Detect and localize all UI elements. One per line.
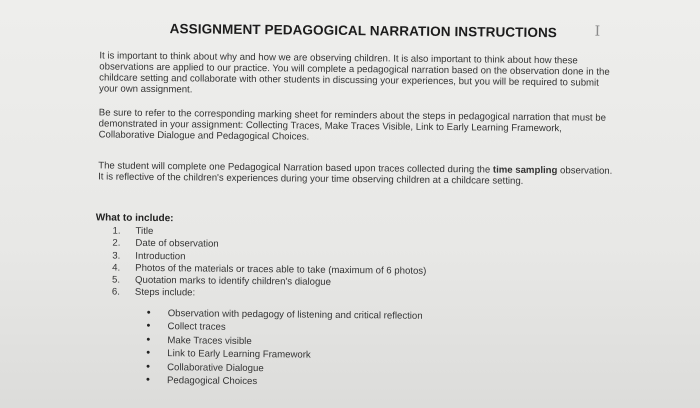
list-text: Title [135, 225, 154, 237]
list-number: 1. [112, 225, 121, 237]
text-cursor-icon: I [594, 23, 601, 40]
p3-bold-text: time sampling [492, 164, 558, 177]
page-title: ASSIGNMENT PEDAGOGICAL NARRATION INSTRUCTIONS [169, 21, 558, 41]
time-sampling-paragraph [98, 160, 618, 187]
what-to-include-heading: What to include: [95, 212, 174, 225]
list-number: 5. [112, 274, 121, 286]
document-sheet [56, 0, 680, 408]
list-text: Steps include: [134, 287, 196, 299]
list-number: 3. [112, 250, 121, 262]
bullet-item: • Collect traces [147, 320, 423, 336]
bullet-item: • Observation with pedagogy of listening and critical reflection [147, 307, 423, 323]
list-text: Photos of the materials or traces able to take (maximum of 6 photos) [135, 262, 427, 277]
p3-text-before: The student will complete one Pedagogical Narration based upon traces collected during the [98, 160, 493, 176]
bullet-item: • Make Traces visible [146, 334, 422, 350]
steps-list [146, 307, 423, 390]
list-text: Introduction [135, 250, 186, 262]
list-item [95, 287, 426, 303]
bullet-item: • Link to Early Learning Framework [146, 347, 422, 363]
list-number: 6. [111, 287, 121, 299]
intro-paragraph: It is important to think about why and how we are observing children. It is also important to think about how these observations are applied to our practice. You will complete a pedagogical narration based on the observation done in the childcare setting and collaborate with other students in discussing your experiences, but you will be required to submit your own assignment. [99, 50, 610, 96]
p3-text-after: observation. It is reflective of the children's experiences during your time observing children at a childcare setting. [98, 165, 613, 187]
list-text: Date of observation [135, 238, 219, 250]
list-text: Quotation marks to identify children's dialogue [135, 274, 332, 289]
include-list [95, 225, 427, 302]
list-number: 2. [112, 237, 121, 249]
bullet-item: • Collaborative Dialogue [146, 361, 422, 377]
list-number: 4. [112, 262, 121, 274]
bullet-item: • Pedagogical Choices [146, 374, 422, 390]
marking-sheet-paragraph: Be sure to refer to the corresponding marking sheet for reminders about the steps in pedagogical narration that must be demonstrated in your assignment: Collecting Traces, Make Traces Visible, Link to Early Learning Framework, Collaborative Dialogue and Pedagogical Choices. [98, 107, 607, 143]
